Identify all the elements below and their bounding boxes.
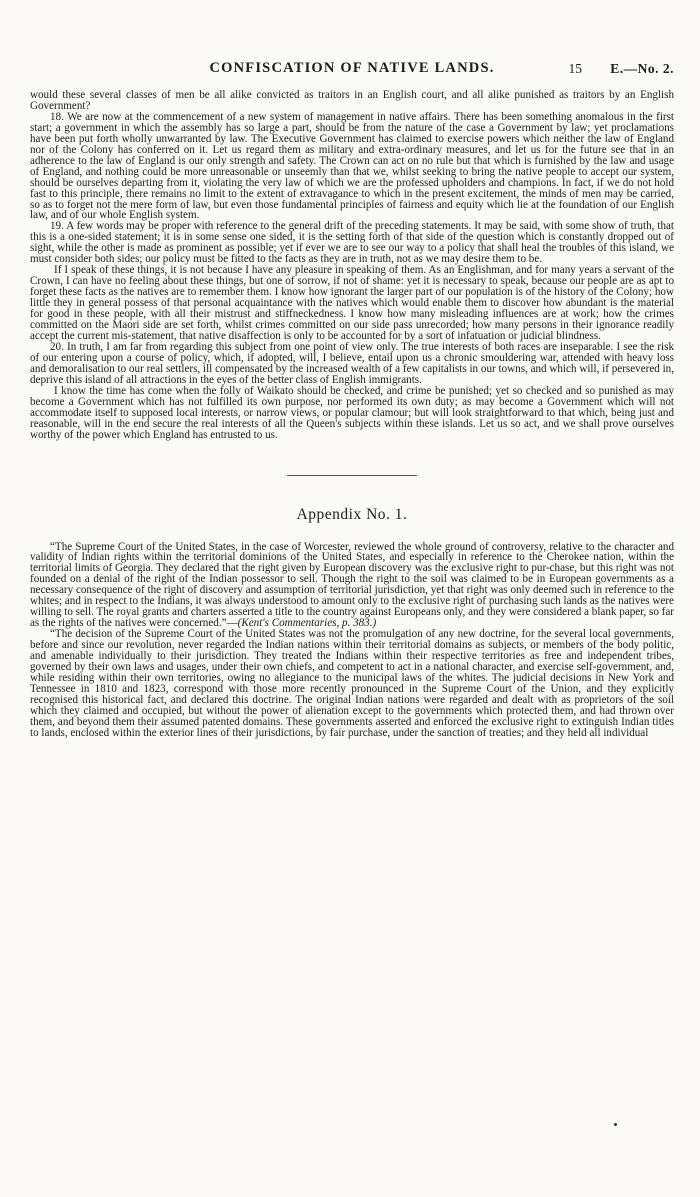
paragraph-continuation: would these several classes of men be all alike convicted as traitors in an English court, and all alike punished as traitors by an English Government? [30, 89, 674, 112]
paragraph-20: 20. In truth, I am far from regarding this subject from one point of view only. The true interests of both races are inseparable. I see the risk of our entering upon a course of policy, which, if adopted, will, I believe, entail upon us a chronic smouldering war, attended with heavy loss and demoralisation to our real settlers, ill compensated by the increased wealth of a few capitalists in our towns, and which will, if persevered in, deprive this island of all attractions in the eyes of the better class of English immigrants. [30, 340, 674, 386]
appendix-paragraph-1 [30, 542, 674, 630]
document-page [0, 60, 700, 1197]
page-header [30, 60, 674, 90]
print-speck [614, 1123, 617, 1126]
appendix-quote-1: “The Supreme Court of the United States, in the case of Worcester, reviewed the whole ground of controversy, relative to the character and validity of Indian rights within the territorial dominions of the United States, and especially in reference to the Cherokee nation, within the territorial limits of Georgia. They declared that the right given by European discovery was the exclusive right to pur-chase, but this right was not founded on a denial of the right of the Indian possessor to sell. Though the right to the soil was claimed to be in European governments as a necessary consequence of the right of discovery and assumption of territorial jurisdiction, yet that right was only deemed such in reference to the whites; and in respect to the Indians, it was always understood to amount only to the exclusive right of purchasing such lands as the natives were willing to sell. The royal grants and charters asserted a title to the country against Europeans only, and they were considered a blank paper, so far as the rights of the natives were concerned.”— [30, 540, 674, 630]
paragraph-18: 18. We are now at the commencement of a new system of management in native affairs. There has been something anomalous in the first start; a government in which the assembly has so large a part, should be from the nature of the case a Government by law; yet proclamations have been put forth wholly unwarranted by law. The Executive Government has claimed to exercise powers which neither the law of England nor of the Colony has conferred on it. Let us regard them as military and extra-ordinary measures, and let us for the future see that in an adherence to the law of England is our only strength and safety. The Crown can act on no rule but that which is furnished by the law and usage of England, and nothing could be more unreasonable or unseemly than that we, whilst seeking to bring the native people to accept our system, should be ourselves departing from it, violating the very law of which we are the professed upholders and champions. In fact, if we do not hold fast to this principle, there remains no limit to the extent of extravagance to which in the present excitement, the minds of men may be carried, so as to forget not the mere form of law, but even those fundamental principles of fairness and equity which lie at the foundation of our English law, and of our whole English system. [30, 110, 674, 222]
paragraph-speak: If I speak of these things, it is not because I have any pleasure in speaking of them. As an Englishman, and for many years a servant of the Crown, I can have no feeling about these things, but one of sorrow, if not of shame: yet it is necessary to speak, because our people are as apt to forget these facts as the natives are to remember them. I know how ignorant the larger part of our population is of the history of the Colony; how little they in general possess of that personal acquaintance with the natives which would enable them to discover how abundant is the material for good in these people, with all their mistrust and stiffneckedness. I know how many misleading influences are at work; how the crimes committed on the Maori side are set forth, whilst crimes committed on our side pass unrecorded; how many persons in their ignorance readily accept the current mis-statement, that native disaffection is only to be accounted for by a sort of infatuation or judicial blindness. [30, 264, 674, 342]
appendix-body [30, 542, 674, 739]
appendix-title: Appendix No. 1. [296, 505, 408, 523]
paragraph-19: 19. A few words may be proper with reference to the general drift of the preceding statements. It may be said, with some show of truth, that this is a one-sided statement; it is in some sense one sided, it is the setting forth of that side of the question which is constantly dropped out of sight, while the other is made as prominent as possible; yet if ever we are to see our way to a policy that shall heal the troubles of this island, we must consider both sides; our policy must be fitted to the facts as they are in truth, not as we may desire them to be. [30, 220, 674, 266]
running-title: CONFISCATION OF NATIVE LANDS. [209, 60, 495, 76]
page-number: 15 [568, 61, 582, 76]
paragraph-waikato: I know the time has come when the folly of Waikato should be checked, and crime be punished; yet so checked and so punished as may become a Government which has not fulfilled its own purpose, nor performed its own duty; as may become a Government which will not accommodate itself to supposed local interests, or narrow views, or popular clamour; but will look straightforward to that which, being just and reasonable, will in the end secure the real interests of all the Queen's subjects within these islands. Let us so act, and we shall prove ourselves worthy of the power which England has entrusted to us. [30, 384, 674, 441]
appendix-paragraph-2: “The decision of the Supreme Court of the United States was not the promulgation of any new doctrine, for the several local governments, before and since our revolution, never regarded the Indian nations within their territorial domains as subjects, or members of the body politic, and amenable individually to their jurisdiction. They treated the Indians within their respective territories as free and independent tribes, governed by their own laws and usages, under their own chiefs, and competent to act in a national character, and exercise self-government, and, while residing within their own territories, owing no allegiance to the municipal laws of the whites. The judicial decisions in New York and Tennessee in 1810 and 1823, correspond with those more recently pronounced in the Supreme Court of the Union, and they explicitly recognised this historical fact, and declared this doctrine. The original Indian nations were regarded and dealt with as proprietors of the soil which they claimed and occupied, but without the power of alienation except to the governments which protected them, and had thrown over them, and beyond them their assumed patented domains. These governments asserted and enforced the exclusive right to extinguish Indian titles to lands, enclosed within the exterior lines of their jurisdictions, by fair purchase, under the sanction of treaties; and they held all individual [30, 628, 674, 739]
main-body [30, 90, 674, 441]
section-divider [287, 475, 417, 476]
appendix-citation: (Kent's Commentaries, p. 383.) [237, 617, 377, 630]
document-reference: E.—No. 2. [610, 61, 674, 76]
